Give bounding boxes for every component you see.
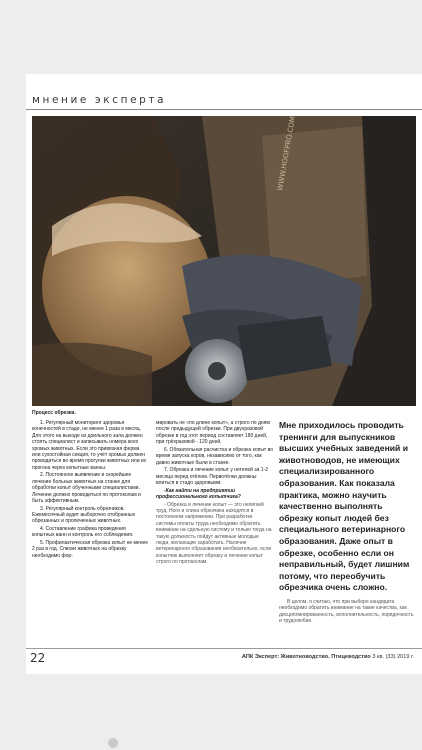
magazine-page [26, 74, 422, 674]
list-item: 5. Профилактическая обрезка копыт не менее 2 раз в год. Списки животных на обрезку необходимо фор- [32, 540, 149, 559]
photo-illustration [32, 116, 416, 406]
apron-print: WWW.HOOFPRO.COM [276, 116, 298, 192]
text-column-1 [32, 420, 149, 560]
paragraph: мировать не «по длине копыт», а строго по дням после предыдущей обрезки. При двухразовой обрезке в год этот период составляет 180 дней, при трёхразовой - 120 дней. [156, 420, 270, 446]
journal-name: АПК Эксперт: Животноводство. Птицеводство [241, 654, 371, 660]
list-item: 3. Регулярный контроль обрезчиков. Ежемесячный аудит выборочно отобранных обрезанных и пролеченных животных. [32, 505, 136, 525]
photo-caption: Процесс обрезки. [32, 410, 76, 416]
journal-issue: 3 кв. (33) 2019 г. [370, 654, 414, 660]
page-scroll-indicator[interactable] [108, 738, 118, 748]
viewer-background-top [0, 0, 422, 74]
paragraph: В целом, я считаю, что при выборе кандидата необходимо обратить внимание на такие качества, как дисциплинированность, исполнительность, порядочность и трудолюбие. [279, 598, 414, 625]
footer-divider [26, 648, 422, 649]
section-rubric: мнение эксперта [32, 94, 167, 106]
rubric-divider [26, 109, 422, 110]
hoof-trimming-photo [32, 116, 416, 406]
list-item: 2. Постоянное выявление и скорейшее лечение больных животных на станке для обработки копыт обученными специалистами. Лечение должно проводиться по протоколам и быть эффективным. [32, 472, 141, 505]
interview-question: -Как найти на предприятии профессионального копытчика? [156, 487, 241, 501]
journal-title [242, 654, 414, 660]
text-column-2 [156, 420, 273, 567]
list-item: 1. Регулярный мониторинг здоровья конечностей в стаде, не менее 1 раза в месяц. Для этого на выходе из доильного зала должен стоять специалист и записывать номера всех хромых животных. Если это привязная ферма или сухостойная секция, то учёт хромых должен проводиться во время прогулки животных или их прогона через копытные ванны. [32, 420, 147, 471]
list-item: 6. Обязательная расчистка и обрезка копыт во время запуска коров, независимо от того, как давно животные были в станке. [156, 446, 273, 466]
interview-answer: - Обрезка и лечение копыт — это нелёгкий труд. Ноги и спина обрезчика находятся в постоянном напряжении. При разработке системы оплаты труда необходимо обратить внимание на сдельную систему и только тогда на такую должность пойдут активные молодые люди, желающие заработать. Наличие ветеринарного образования необязательно, если копытчик выполняет обрезку и лечение копыт строго по протоколам. [156, 501, 272, 566]
pull-quote: Мне приходилось проводить тренинги для выпускников высших учебных заведений и животноводов, не имеющих специализированного образования. Как показала практика, можно научить качественно выполнять обрезку копыт людей без специального ветеринарного образования. Даже опыт в обрезке, особенно если он неправильный, будет лишним потому, что переобучить обрезчика очень сложно. [279, 420, 410, 593]
list-item: 7. Обрезка и лечение копыт у нетелей за 1-2 месяца перед отёлом. Первотёлки должны влиться в стадо здоровыми. [156, 467, 269, 487]
list-item: 4. Составление графика проведения копытных ванн и контроль его соблюдения. [32, 526, 134, 539]
page-number: 22 [30, 651, 46, 665]
text-column-3 [279, 420, 417, 626]
